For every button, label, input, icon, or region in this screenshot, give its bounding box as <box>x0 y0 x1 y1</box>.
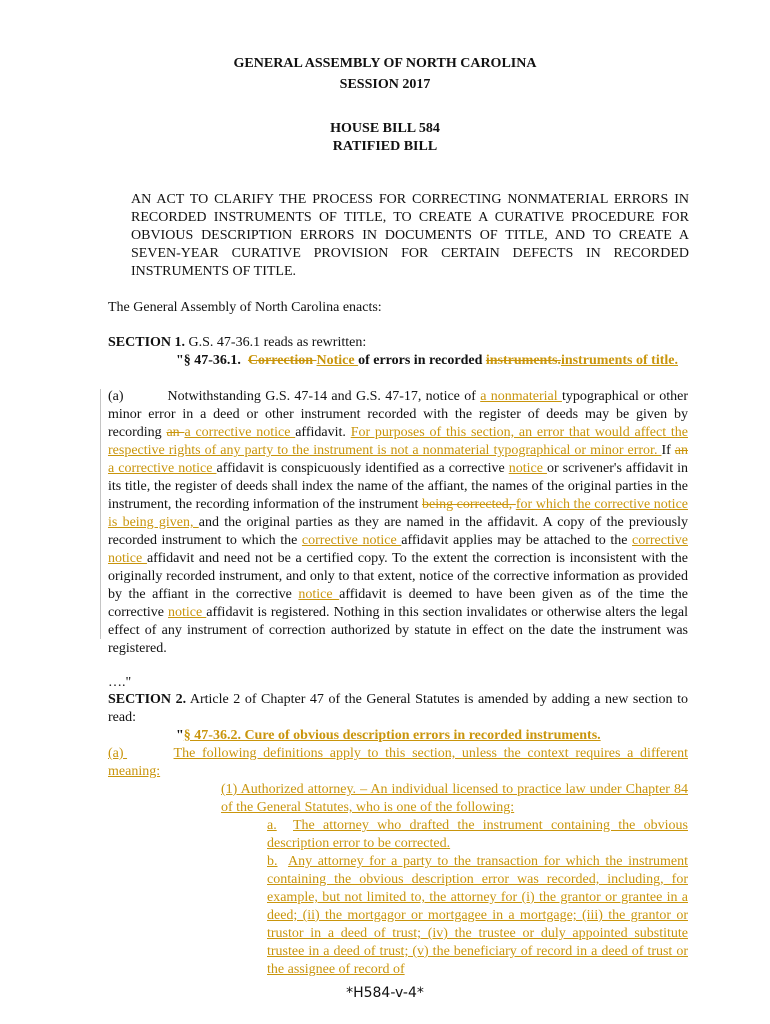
body-text: or scrivener's affidavit in its title, the register of deeds shall index the name of the affiant, the names of the original parties in the instrument, the recording information of the instrument <box>108 461 688 512</box>
body-text: affidavit is conspicuously identified as a corrective <box>216 461 509 476</box>
inserted-text: The attorney who drafted the instrument containing the obvious description error to be corrected. <box>267 818 688 851</box>
section-2-heading <box>176 727 688 745</box>
definition-item-1 <box>221 781 688 817</box>
inserted-text: (1) Authorized attorney. – An individual licensed to practice law under Chapter 84 of the General Statutes, who is one of the following: <box>221 782 688 815</box>
section-2-intro <box>108 691 688 727</box>
definition-item-a <box>267 817 688 853</box>
inserted-text: notice <box>298 587 340 602</box>
heading-text: of errors in recorded <box>358 353 486 368</box>
subsection-label: (a) <box>108 389 124 404</box>
deleted-text: an <box>166 425 185 440</box>
heading-number: "§ 47-36.1. <box>176 353 241 368</box>
inserted-text: notice <box>168 605 207 620</box>
section-1-heading <box>176 352 688 370</box>
inserted-text: The following definitions apply to this section, unless the context requires a different meaning: <box>108 746 688 779</box>
inserted-text: Notice <box>316 353 359 368</box>
deleted-text: instruments. <box>485 353 561 368</box>
header-session: SESSION 2017 <box>339 77 431 92</box>
inserted-text: a corrective notice <box>108 461 217 476</box>
header-bill-number: HOUSE BILL 584 <box>330 121 440 136</box>
section-1-subsection-a <box>108 388 688 658</box>
body-text: Notwithstanding G.S. 47-14 and G.S. 47-17, notice of <box>167 389 481 404</box>
section-1-intro <box>108 334 688 352</box>
deleted-text: being corrected, <box>421 497 516 512</box>
inserted-text: notice <box>508 461 547 476</box>
item-label: b. <box>267 854 278 869</box>
section-2-text: Article 2 of Chapter 47 of the General Statutes is amended by adding a new section to read: <box>108 692 688 725</box>
header-assembly: GENERAL ASSEMBLY OF NORTH CAROLINA <box>233 56 537 71</box>
body-text: and the original parties as they are named in the affidavit. A copy of the previously recorded instrument to which the <box>108 515 688 548</box>
quote-mark: " <box>176 728 184 743</box>
body-text: typographical or other minor error in a deed or other instrument recorded with the register of deeds may be given by recording <box>108 389 688 440</box>
inserted-text: Any attorney for a party to the transaction for which the instrument containing the obvious description error was recorded, including, for example, but not limited to, the attorney for (i) the grantor or grantee in a deed; (ii) the mortgagor or mortgagee in a mortgage; (iii) the grantor or trustor in a deed of trust; (iv) the trustee or duly appointed substitute trustee in a deed of trust; (v) the beneficiary of record in a deed of trust or the assignee of record of <box>267 854 688 977</box>
page-footer-id: *H584-v-4* <box>346 985 424 1001</box>
inserted-text: corrective notice <box>301 533 402 548</box>
body-text: affidavit applies may be attached to the <box>401 533 633 548</box>
section-2-subsection-a <box>108 745 688 781</box>
item-label: a. <box>267 818 277 833</box>
body-text: affidavit is registered. Nothing in this section invalidates or otherwise alters the legal effect of any instrument of correction authorized by statute in effect on the date the instrument was registered. <box>108 605 688 656</box>
deleted-text: Correction <box>247 353 317 368</box>
section-1-ellipsis: …." <box>108 675 132 690</box>
inserted-heading: § 47-36.2. Cure of obvious description errors in recorded instruments. <box>183 728 601 743</box>
inserted-text: For purposes of this section, an error that would affect the respective rights of any party to the instrument is not a nonmaterial typographical or minor error. <box>108 425 688 458</box>
body-text: affidavit and need not be a certified copy. To the extent the correction is inconsistent with the originally recorded instrument, and only to that extent, notice of the corrective information as provided by the affiant in the corrective <box>108 551 688 602</box>
inserted-text: a corrective notice <box>184 425 296 440</box>
body-text: affidavit is deemed to have been given as of the time the corrective <box>108 587 688 620</box>
section-1-text: G.S. 47-36.1 reads as rewritten: <box>185 335 367 350</box>
act-title: AN ACT TO CLARIFY THE PROCESS FOR CORRECTING NONMATERIAL ERRORS IN RECORDED INSTRUMENTS OF TITLE, TO CREATE A CURATIVE PROCEDURE FOR OBVIOUS DESCRIPTION ERRORS IN DOCUMENTS OF TITLE, AND TO CREATE A SEVEN-YEAR CURATIVE PROVISION FOR CERTAIN DEFECTS IN RECORDED INSTRUMENTS OF TITLE. <box>131 192 689 279</box>
section-2-label: SECTION 2. <box>108 692 187 707</box>
change-bar <box>100 389 101 639</box>
section-1-label: SECTION 1. <box>108 335 186 350</box>
inserted-text: a nonmaterial <box>480 389 562 404</box>
subsection-label: (a) <box>108 746 124 761</box>
deleted-text: an <box>674 443 688 458</box>
inserted-text: for which the corrective notice is being given, <box>108 497 688 530</box>
body-text: affidavit. <box>295 425 351 440</box>
inserted-text: instruments of title. <box>560 353 678 368</box>
definition-item-b <box>267 853 688 979</box>
inserted-text: corrective notice <box>108 533 688 566</box>
header-bill-status: RATIFIED BILL <box>332 139 438 154</box>
body-text: If <box>661 443 675 458</box>
enacting-clause: The General Assembly of North Carolina enacts: <box>108 300 382 315</box>
